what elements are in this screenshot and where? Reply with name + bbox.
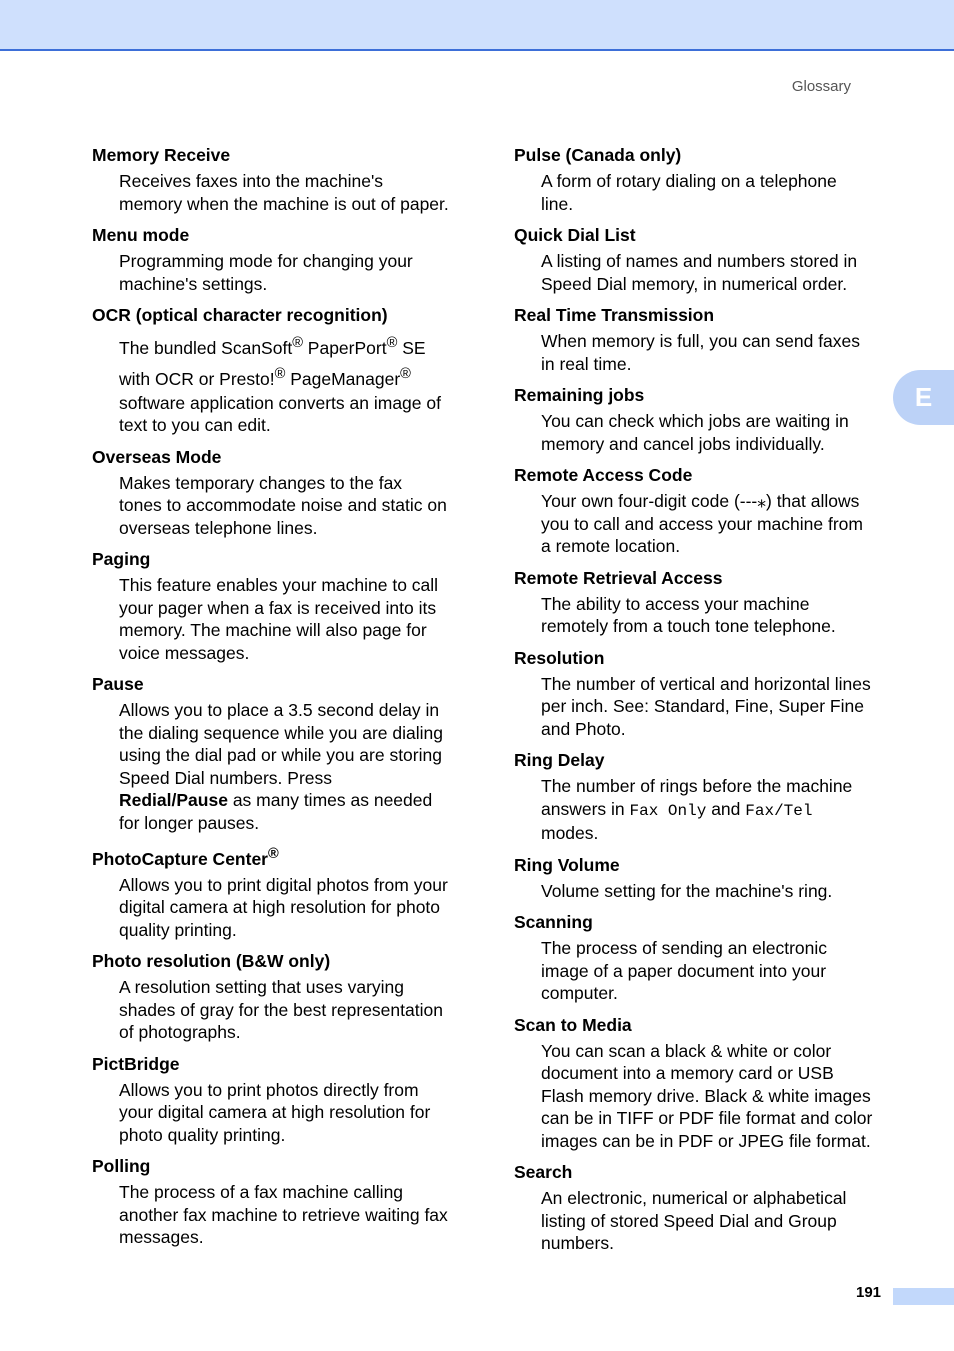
glossary-entry xyxy=(514,749,894,845)
definition-line: Allows you to place a 3.5 second delay in xyxy=(119,700,440,721)
definition-line: You can check which jobs are waiting in xyxy=(541,411,849,431)
definition xyxy=(119,976,472,1044)
definition xyxy=(541,170,894,215)
key-name: Redial/Pause xyxy=(119,790,228,811)
term: Pause xyxy=(92,674,144,695)
definition-line: another fax machine to retrieve waiting fax xyxy=(119,1204,448,1225)
definition-line: answers in Fax Only and Fax/Tel xyxy=(541,798,813,820)
term: PictBridge xyxy=(92,1053,180,1074)
term: Scan to Media xyxy=(514,1014,632,1035)
definition xyxy=(119,330,472,437)
definition-line: The process of sending an electronic xyxy=(541,938,827,958)
definition-line: tones to accommodate noise and static on xyxy=(119,495,447,516)
glossary-entry xyxy=(514,1161,894,1255)
definition-line: The bundled ScanSoft® PaperPort® SE xyxy=(119,335,426,358)
term: Remaining jobs xyxy=(514,385,645,405)
definition-line: can be in TIFF or PDF file format and color xyxy=(541,1108,873,1128)
header-band xyxy=(0,0,954,51)
glossary-entry xyxy=(514,1014,894,1153)
definition-line: Redial/Pause as many times as needed xyxy=(119,790,433,811)
definition-line: When memory is full, you can send faxes xyxy=(541,331,861,351)
definition xyxy=(541,1040,894,1153)
definition xyxy=(119,1079,472,1147)
definition xyxy=(119,472,472,540)
definition xyxy=(119,250,472,295)
definition-line: memory. The machine will also page for xyxy=(119,620,427,641)
definition-line: computer. xyxy=(541,983,618,1003)
definition-line: in real time. xyxy=(541,353,632,374)
glossary-entry xyxy=(514,304,894,375)
definition xyxy=(541,593,894,638)
term: Scanning xyxy=(514,912,593,932)
glossary-entry xyxy=(92,843,472,941)
definition-line: the dialing sequence while you are dialing xyxy=(119,722,443,743)
definition-line: using the dial pad or while you are storing xyxy=(119,745,442,766)
term: Ring Volume xyxy=(514,854,620,875)
glossary-entry xyxy=(514,384,894,455)
definition-line: Receives faxes into the machine's xyxy=(119,171,384,191)
definition-line: quality printing. xyxy=(119,919,237,940)
definition-line: per inch. See: Standard, Fine, Super Fine xyxy=(541,696,864,716)
section-tab: E xyxy=(893,370,954,425)
definition xyxy=(541,937,894,1005)
definition-line: machine's settings. xyxy=(119,273,268,294)
definition-line: overseas telephone lines. xyxy=(119,517,318,538)
term: Resolution xyxy=(514,647,605,668)
mode-name: Fax Only xyxy=(629,801,707,820)
definition-line: memory when the machine is out of paper. xyxy=(119,193,449,214)
glossary-entry xyxy=(514,224,894,295)
definition-line: Speed Dial memory, in numerical order. xyxy=(541,273,848,294)
definition-line: shades of gray for the best representation xyxy=(119,999,443,1020)
definition-line: The number of vertical and horizontal lines xyxy=(541,673,871,694)
definition xyxy=(119,574,472,664)
definition xyxy=(541,880,894,903)
definition-line: Programming mode for changing your xyxy=(119,251,413,271)
term: Polling xyxy=(92,1156,151,1177)
definition-line: Allows you to print digital photos from your xyxy=(119,874,448,895)
definition-line: A resolution setting that uses varying xyxy=(119,977,405,998)
definition-line: The number of rings before the machine xyxy=(541,776,853,796)
term: Search xyxy=(514,1162,573,1182)
definition-line: photo quality printing. xyxy=(119,1124,286,1145)
definition-line: of photographs. xyxy=(119,1022,241,1043)
definition-line: and Photo. xyxy=(541,718,626,739)
definition-line: Your own four-digit code (---⁎) that allows xyxy=(541,491,860,511)
term: Remote Retrieval Access xyxy=(514,567,723,588)
term: PhotoCapture Center® xyxy=(92,846,279,869)
glossary-entry xyxy=(92,673,472,834)
definition xyxy=(541,1187,894,1255)
term: Ring Delay xyxy=(514,750,605,770)
glossary-entry xyxy=(514,647,894,741)
glossary-entry xyxy=(92,950,472,1044)
page-number: 191 xyxy=(856,1284,882,1301)
definition xyxy=(119,1181,472,1249)
definition-line: with OCR or Presto!® PageManager® xyxy=(119,365,411,389)
definition xyxy=(541,410,894,455)
definition-line: text to you can edit. xyxy=(119,415,271,436)
definition-line: messages. xyxy=(119,1227,204,1248)
glossary-entry xyxy=(514,854,894,903)
definition-line: remotely from a touch tone telephone. xyxy=(541,616,836,636)
definition-line: This feature enables your machine to call xyxy=(119,575,439,596)
term: Pulse (Canada only) xyxy=(514,145,682,165)
glossary-left-column xyxy=(92,144,472,1258)
glossary-entry xyxy=(514,567,894,638)
definition-line: modes. xyxy=(541,823,599,843)
definition-line: numbers. xyxy=(541,1233,614,1253)
definition-line: The process of a fax machine calling xyxy=(119,1182,404,1203)
definition-line: a remote location. xyxy=(541,536,681,556)
definition xyxy=(119,170,472,215)
definition-line: for longer pauses. xyxy=(119,812,260,833)
term: Menu mode xyxy=(92,225,190,245)
glossary-entry xyxy=(514,464,894,558)
definition-line: Flash memory drive. Black & white images xyxy=(541,1085,871,1106)
definition xyxy=(119,874,472,942)
definition-line: A listing of names and numbers stored in xyxy=(541,251,858,271)
definition-line: Allows you to print photos directly from xyxy=(119,1079,419,1100)
definition-line: You can scan a black & white or color xyxy=(541,1040,832,1061)
definition xyxy=(119,699,472,834)
definition xyxy=(541,250,894,295)
footer-band xyxy=(893,1288,954,1305)
term: Photo resolution (B&W only) xyxy=(92,951,331,972)
glossary-entry xyxy=(92,446,472,540)
glossary-entry xyxy=(92,304,472,437)
definition-line: software application converts an image of xyxy=(119,392,441,413)
glossary-entry xyxy=(92,1155,472,1249)
definition-line: line. xyxy=(541,193,574,214)
definition-line: image of a paper document into your xyxy=(541,960,827,981)
term: Memory Receive xyxy=(92,145,231,165)
glossary-entry xyxy=(514,911,894,1005)
glossary-entry xyxy=(92,144,472,215)
glossary-entry xyxy=(92,1053,472,1147)
definition-line: listing of stored Speed Dial and Group xyxy=(541,1210,837,1231)
definition-line: Speed Dial numbers. Press xyxy=(119,767,333,788)
definition-line: document into a memory card or USB xyxy=(541,1063,834,1083)
glossary-entry xyxy=(514,144,894,215)
definition-line: your digital camera at high resolution for xyxy=(119,1102,431,1123)
mode-name: Fax/Tel xyxy=(745,801,813,820)
definition xyxy=(541,775,894,845)
definition-line: An electronic, numerical or alphabetical xyxy=(541,1188,847,1208)
term: Quick Dial List xyxy=(514,225,636,245)
term: Real Time Transmission xyxy=(514,305,715,325)
definition-line: Makes temporary changes to the fax xyxy=(119,472,403,493)
glossary-entry xyxy=(92,548,472,664)
definition-line: digital camera at high resolution for photo xyxy=(119,897,441,918)
definition-line: memory and cancel jobs individually. xyxy=(541,433,825,454)
definition-line: The ability to access your machine xyxy=(541,593,810,614)
definition-line: voice messages. xyxy=(119,642,250,663)
definition xyxy=(541,673,894,741)
term: Remote Access Code xyxy=(514,465,693,485)
definition xyxy=(541,490,894,558)
term: OCR (optical character recognition) xyxy=(92,305,388,325)
term: Paging xyxy=(92,549,151,570)
running-head: Glossary xyxy=(791,78,851,95)
definition-line: A form of rotary dialing on a telephone xyxy=(541,171,837,191)
definition-line: images can be in PDF or JPEG file format. xyxy=(541,1130,871,1151)
term: Overseas Mode xyxy=(92,446,222,467)
glossary-right-column xyxy=(514,144,894,1264)
definition-line: Volume setting for the machine's ring. xyxy=(541,880,833,901)
definition xyxy=(541,330,894,375)
definition-line: you to call and access your machine from xyxy=(541,513,863,534)
definition-line: your pager when a fax is received into its xyxy=(119,597,437,618)
glossary-entry xyxy=(92,224,472,295)
